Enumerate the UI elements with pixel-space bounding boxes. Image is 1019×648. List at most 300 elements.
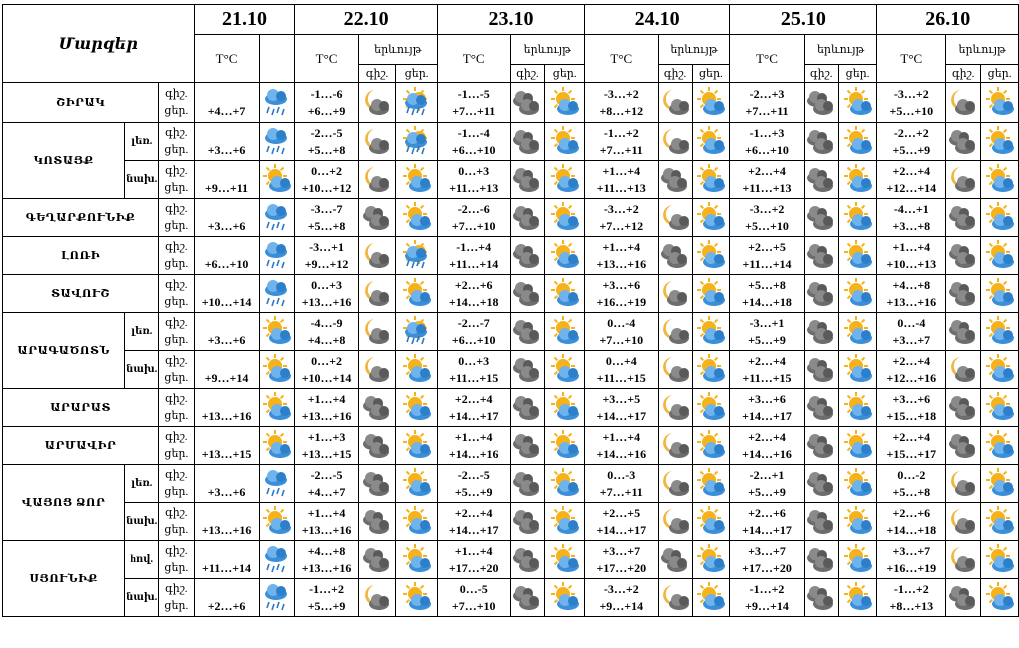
temp-cell	[437, 541, 510, 579]
date-header: 25.10	[730, 5, 877, 35]
night-temp: -4…+1	[893, 201, 929, 216]
cloudy-icon	[805, 430, 837, 462]
weather-header: երևույթ	[946, 35, 1019, 65]
temp-cell	[877, 389, 946, 427]
table-row	[3, 83, 1019, 123]
day-temp: +6…+9	[307, 103, 346, 118]
day-weather-cell	[692, 579, 730, 617]
night-weather-cell	[804, 199, 838, 237]
night-temp: 0…+3	[458, 163, 490, 178]
night-temp: 0…-3	[607, 467, 636, 482]
night-weather-cell	[358, 123, 396, 161]
day-temp: +11…+13	[596, 180, 646, 195]
weather-cell	[259, 237, 295, 275]
temp-cell	[877, 275, 946, 313]
day-temp: +17…+20	[596, 560, 647, 575]
cloudy-icon	[511, 202, 543, 234]
day-temp: +3…+7	[892, 332, 931, 347]
temp-cell	[194, 579, 259, 617]
day-temp: +17…+20	[742, 560, 792, 575]
temp-cell	[194, 351, 259, 389]
day-temp: +13…+16	[596, 256, 647, 271]
day-weather-cell	[396, 541, 437, 579]
night-weather-cell	[358, 237, 396, 275]
sun-cloud-icon	[984, 544, 1016, 576]
day-weather-cell	[396, 199, 437, 237]
night-weather-cell	[946, 161, 981, 199]
night-day-label	[159, 83, 194, 123]
night-temp: +4…+8	[892, 277, 931, 292]
day-weather-cell	[396, 161, 437, 199]
region-name: ԱՐԱՐԱՏ	[3, 389, 159, 427]
day-weather-cell	[838, 503, 877, 541]
temp-cell	[437, 123, 510, 161]
night-weather-cell	[658, 199, 692, 237]
weather-cell	[259, 427, 295, 465]
day-weather-cell	[692, 465, 730, 503]
night-weather-cell	[658, 123, 692, 161]
night-temp: -2…-7	[457, 315, 490, 330]
sun-cloud-icon	[695, 316, 727, 348]
weather-cell	[259, 83, 295, 123]
temp-header: T°C	[194, 35, 259, 83]
night-header: գիշ.	[658, 65, 692, 83]
day-weather-cell	[396, 351, 437, 389]
temp-cell	[877, 579, 946, 617]
sun-cloud-icon	[401, 468, 433, 500]
sun-cloud-icon	[695, 164, 727, 196]
day-weather-cell	[981, 313, 1019, 351]
region-name: ՏԱՎՈՒՇ	[3, 275, 159, 313]
night-temp: +1…+4	[454, 543, 493, 558]
moon-icon	[659, 430, 691, 462]
night-temp: -3…-7	[310, 201, 343, 216]
rain-cloud-icon	[401, 87, 433, 119]
temp-cell	[877, 237, 946, 275]
cloudy-icon	[947, 240, 979, 272]
moon-cloud-icon	[947, 544, 979, 576]
night-temp: -2…-6	[457, 201, 490, 216]
sun-cloud-icon	[842, 468, 874, 500]
night-weather-cell	[358, 199, 396, 237]
sun-cloud-icon	[549, 354, 581, 386]
night-weather-cell	[510, 123, 545, 161]
table-row	[3, 161, 1019, 199]
day-weather-cell	[981, 503, 1019, 541]
sun-cloud-icon	[842, 506, 874, 538]
rain-cloud-icon	[401, 316, 433, 348]
day-temp: +13…+15	[301, 446, 352, 461]
weather-header: երևույթ	[804, 35, 877, 65]
temp-cell	[877, 465, 946, 503]
day-weather-cell	[692, 351, 730, 389]
day-temp: +16…+19	[596, 294, 647, 309]
rain-icon	[261, 202, 293, 234]
day-label: ցեր.	[164, 409, 189, 422]
cloudy-icon	[361, 202, 393, 234]
night-temp: +3…+7	[892, 543, 931, 558]
cloudy-icon	[361, 430, 393, 462]
day-temp: +4…+7	[307, 484, 346, 499]
zone-label: լեռ.	[125, 465, 159, 503]
day-header: ցեր.	[981, 65, 1019, 83]
night-temp: 0…-5	[459, 581, 488, 596]
night-header: գիշ.	[804, 65, 838, 83]
sun-cloud-icon	[549, 582, 581, 614]
day-temp: +9…+11	[205, 180, 249, 195]
table-row	[3, 427, 1019, 465]
rain-icon	[261, 126, 293, 158]
temp-cell	[295, 123, 358, 161]
night-day-label	[159, 465, 194, 503]
night-weather-cell	[804, 313, 838, 351]
night-weather-cell	[946, 83, 981, 123]
moon-cloud-icon	[361, 582, 393, 614]
day-header: ցեր.	[545, 65, 585, 83]
cloudy-icon	[947, 392, 979, 424]
night-weather-cell	[946, 541, 981, 579]
moon-cloud-icon	[947, 468, 979, 500]
date-header: 26.10	[877, 5, 1019, 35]
day-weather-cell	[396, 579, 437, 617]
night-temp: +1…+4	[307, 391, 346, 406]
day-temp: +11…+15	[596, 370, 646, 385]
night-temp: -1…+3	[749, 125, 785, 140]
night-temp: -2…+1	[749, 467, 785, 482]
day-weather-cell	[692, 83, 730, 123]
night-label: գիշ.	[165, 392, 188, 405]
temp-cell	[194, 427, 259, 465]
sun-cloud-icon	[984, 126, 1016, 158]
temp-cell	[295, 541, 358, 579]
temp-cell	[295, 83, 358, 123]
cloudy-icon	[511, 506, 543, 538]
day-temp: +17…+20	[448, 560, 499, 575]
temp-cell	[194, 275, 259, 313]
temp-cell	[730, 503, 805, 541]
day-weather-cell	[981, 237, 1019, 275]
day-weather-cell	[545, 123, 585, 161]
temp-cell	[730, 579, 805, 617]
region-name: ԱՐԱԳԱԾՈՏՆ	[3, 313, 125, 389]
day-temp: +14…+17	[448, 408, 499, 423]
moon-icon	[659, 354, 691, 386]
day-header: ցեր.	[838, 65, 877, 83]
day-temp: +11…+15	[742, 370, 792, 385]
temp-cell	[730, 237, 805, 275]
day-weather-cell	[396, 123, 437, 161]
temp-cell	[730, 83, 805, 123]
temp-cell	[295, 503, 358, 541]
night-weather-cell	[804, 579, 838, 617]
moon-cloud-icon	[361, 87, 393, 119]
night-temp: 0…-2	[897, 467, 926, 482]
night-temp: +3…+7	[748, 543, 786, 558]
night-weather-cell	[510, 579, 545, 617]
sun-cloud-icon	[984, 468, 1016, 500]
sun-cloud-icon	[401, 430, 433, 462]
weather-cell	[259, 161, 295, 199]
night-weather-cell	[658, 503, 692, 541]
day-temp: +3…+6	[207, 332, 246, 347]
day-temp: +6…+10	[451, 332, 496, 347]
day-label: ցեր.	[164, 599, 189, 612]
temp-cell	[437, 579, 510, 617]
night-temp: +1…+4	[892, 239, 931, 254]
day-weather-cell	[545, 161, 585, 199]
sun-cloud-icon	[695, 240, 727, 272]
temp-header: T°C	[437, 35, 510, 83]
temp-cell	[585, 389, 659, 427]
day-temp: +5…+8	[307, 218, 346, 233]
night-day-label	[159, 351, 194, 389]
table-row	[3, 503, 1019, 541]
night-weather-cell	[804, 389, 838, 427]
day-temp: +5…+10	[745, 218, 789, 233]
night-weather-cell	[946, 465, 981, 503]
day-weather-cell	[981, 541, 1019, 579]
day-weather-cell	[838, 237, 877, 275]
sun-cloud-icon	[984, 582, 1016, 614]
temp-cell	[437, 83, 510, 123]
cloudy-icon	[805, 240, 837, 272]
temp-cell	[877, 199, 946, 237]
temp-header: T°C	[295, 35, 358, 83]
sun-cloud-icon	[695, 582, 727, 614]
weather-cell	[259, 313, 295, 351]
day-temp: +14…+17	[448, 522, 499, 537]
night-temp: +3…+6	[748, 391, 786, 406]
night-label: գիշ.	[165, 202, 188, 215]
sun-cloud-icon	[842, 430, 874, 462]
weather-cell	[259, 351, 295, 389]
sun-cloud-icon	[842, 392, 874, 424]
sun-cloud-icon	[695, 202, 727, 234]
moon-icon	[659, 506, 691, 538]
night-weather-cell	[804, 503, 838, 541]
night-temp: +1…+4	[602, 163, 641, 178]
sun-cloud-icon	[984, 392, 1016, 424]
day-temp: +10…+12	[301, 180, 352, 195]
temp-cell	[877, 123, 946, 161]
sun-cloud-icon	[549, 430, 581, 462]
night-weather-cell	[358, 275, 396, 313]
temp-cell	[295, 161, 358, 199]
day-weather-cell	[981, 123, 1019, 161]
day-temp: +14…+17	[596, 408, 647, 423]
sun-cloud-icon	[984, 430, 1016, 462]
day-weather-cell	[838, 465, 877, 503]
cloudy-icon	[805, 582, 837, 614]
rain-icon	[261, 240, 293, 272]
temp-cell	[730, 123, 805, 161]
weather-header: երևույթ	[510, 35, 584, 65]
weather-cell	[259, 503, 295, 541]
cloudy-icon	[511, 164, 543, 196]
cloudy-icon	[361, 544, 393, 576]
night-weather-cell	[510, 465, 545, 503]
night-temp: -2…+3	[749, 86, 785, 101]
night-temp: +2…+4	[892, 163, 931, 178]
day-temp: +4…+7	[207, 103, 246, 118]
day-temp: +13…+16	[301, 408, 352, 423]
night-weather-cell	[658, 83, 692, 123]
day-weather-cell	[981, 351, 1019, 389]
night-weather-cell	[658, 275, 692, 313]
day-weather-cell	[692, 313, 730, 351]
night-day-label	[159, 541, 194, 579]
cloudy-icon	[947, 278, 979, 310]
day-temp: +14…+16	[742, 446, 792, 461]
night-label: գիշ.	[165, 126, 188, 139]
night-temp: +2…+4	[748, 163, 786, 178]
region-name: ԱՐՄԱՎԻՐ	[3, 427, 159, 465]
night-temp: +5…+8	[748, 277, 786, 292]
day-weather-cell	[838, 427, 877, 465]
temp-cell	[437, 389, 510, 427]
night-temp: -1…+2	[749, 581, 785, 596]
temp-cell	[730, 389, 805, 427]
night-weather-cell	[804, 541, 838, 579]
night-weather-cell	[658, 351, 692, 389]
table-row	[3, 123, 1019, 161]
temp-header: T°C	[585, 35, 659, 83]
temp-cell	[877, 313, 946, 351]
day-label: ցեր.	[164, 181, 189, 194]
moon-cloud-icon	[361, 354, 393, 386]
cloudy-icon	[805, 316, 837, 348]
day-label: ցեր.	[164, 561, 189, 574]
day-weather-cell	[545, 503, 585, 541]
day-temp: +14…+17	[596, 522, 647, 537]
sun-cloud-icon	[695, 278, 727, 310]
night-label: գիշ.	[165, 430, 188, 443]
night-temp: -1…-6	[310, 86, 343, 101]
sun-cloud-icon	[695, 392, 727, 424]
night-weather-cell	[658, 237, 692, 275]
sun-cloud-icon	[401, 278, 433, 310]
night-temp: -3…+2	[893, 86, 929, 101]
temp-cell	[194, 465, 259, 503]
day-header: ցեր.	[396, 65, 437, 83]
day-label: ցեր.	[164, 143, 189, 156]
region-name: ՍՅՈՒՆԻՔ	[3, 541, 125, 617]
temp-cell	[730, 541, 805, 579]
temp-cell	[295, 579, 358, 617]
temp-cell	[585, 199, 659, 237]
night-weather-cell	[804, 465, 838, 503]
day-temp: +14…+17	[742, 522, 792, 537]
night-weather-cell	[358, 427, 396, 465]
sun-cloud-icon	[549, 278, 581, 310]
day-weather-cell	[545, 313, 585, 351]
temp-cell	[877, 427, 946, 465]
sun-cloud-icon	[695, 354, 727, 386]
day-temp: +7…+11	[599, 142, 643, 157]
day-weather-cell	[981, 579, 1019, 617]
region-name: ԿՈՏԱՅՔ	[3, 123, 125, 199]
temp-cell	[437, 351, 510, 389]
sun-cloud-icon	[401, 164, 433, 196]
sun-cloud-icon	[401, 202, 433, 234]
day-temp: +11…+14	[202, 560, 252, 575]
sun-cloud-icon	[984, 164, 1016, 196]
sun-cloud-icon	[695, 87, 727, 119]
table-row	[3, 313, 1019, 351]
temp-cell	[194, 83, 259, 123]
cloudy-icon	[805, 506, 837, 538]
temp-cell	[730, 199, 805, 237]
day-temp: +13…+16	[301, 560, 352, 575]
sun-cloud-icon	[261, 506, 293, 538]
moon-icon	[659, 126, 691, 158]
day-weather-cell	[981, 199, 1019, 237]
day-weather-cell	[545, 237, 585, 275]
sun-cloud-icon	[842, 316, 874, 348]
cloudy-icon	[805, 354, 837, 386]
table-row	[3, 275, 1019, 313]
night-weather-cell	[510, 351, 545, 389]
night-weather-cell	[804, 161, 838, 199]
night-weather-cell	[658, 161, 692, 199]
temp-cell	[437, 465, 510, 503]
sun-cloud-icon	[401, 354, 433, 386]
temp-header: T°C	[877, 35, 946, 83]
moon-cloud-icon	[659, 278, 691, 310]
temp-cell	[585, 465, 659, 503]
day-weather-cell	[545, 389, 585, 427]
cloudy-icon	[947, 430, 979, 462]
night-temp: 0…+2	[311, 353, 342, 368]
day-label: ցեր.	[164, 257, 189, 270]
cloudy-icon	[805, 126, 837, 158]
sun-cloud-icon	[549, 316, 581, 348]
day-temp: +9…+14	[745, 598, 789, 613]
day-temp: +6…+10	[204, 256, 249, 271]
night-weather-cell	[358, 503, 396, 541]
night-weather-cell	[804, 83, 838, 123]
night-temp: -3…+2	[603, 581, 639, 596]
night-temp: +2…+4	[454, 505, 493, 520]
night-weather-cell	[804, 237, 838, 275]
night-weather-cell	[658, 313, 692, 351]
day-temp: +5…+8	[892, 484, 931, 499]
day-temp: +14…+18	[742, 294, 792, 309]
moon-icon	[659, 87, 691, 119]
night-label: գիշ.	[165, 316, 188, 329]
night-weather-cell	[358, 579, 396, 617]
rain-icon	[261, 87, 293, 119]
day-temp: +5…+8	[307, 142, 346, 157]
temp-cell	[877, 541, 946, 579]
night-weather-cell	[946, 123, 981, 161]
night-label: գիշ.	[165, 354, 188, 367]
night-temp: -3…+2	[603, 86, 639, 101]
sun-cloud-icon	[695, 126, 727, 158]
day-weather-cell	[396, 389, 437, 427]
cloudy-icon	[511, 582, 543, 614]
weather-forecast-table	[2, 4, 1019, 617]
day-temp: +11…+14	[742, 256, 792, 271]
sun-cloud-icon	[984, 278, 1016, 310]
day-label: ցեր.	[164, 219, 189, 232]
night-label: գիշ.	[165, 164, 188, 177]
sun-cloud-icon	[549, 126, 581, 158]
moon-cloud-icon	[947, 164, 979, 196]
moon-cloud-icon	[361, 164, 393, 196]
night-day-label	[159, 389, 194, 427]
temp-cell	[877, 351, 946, 389]
